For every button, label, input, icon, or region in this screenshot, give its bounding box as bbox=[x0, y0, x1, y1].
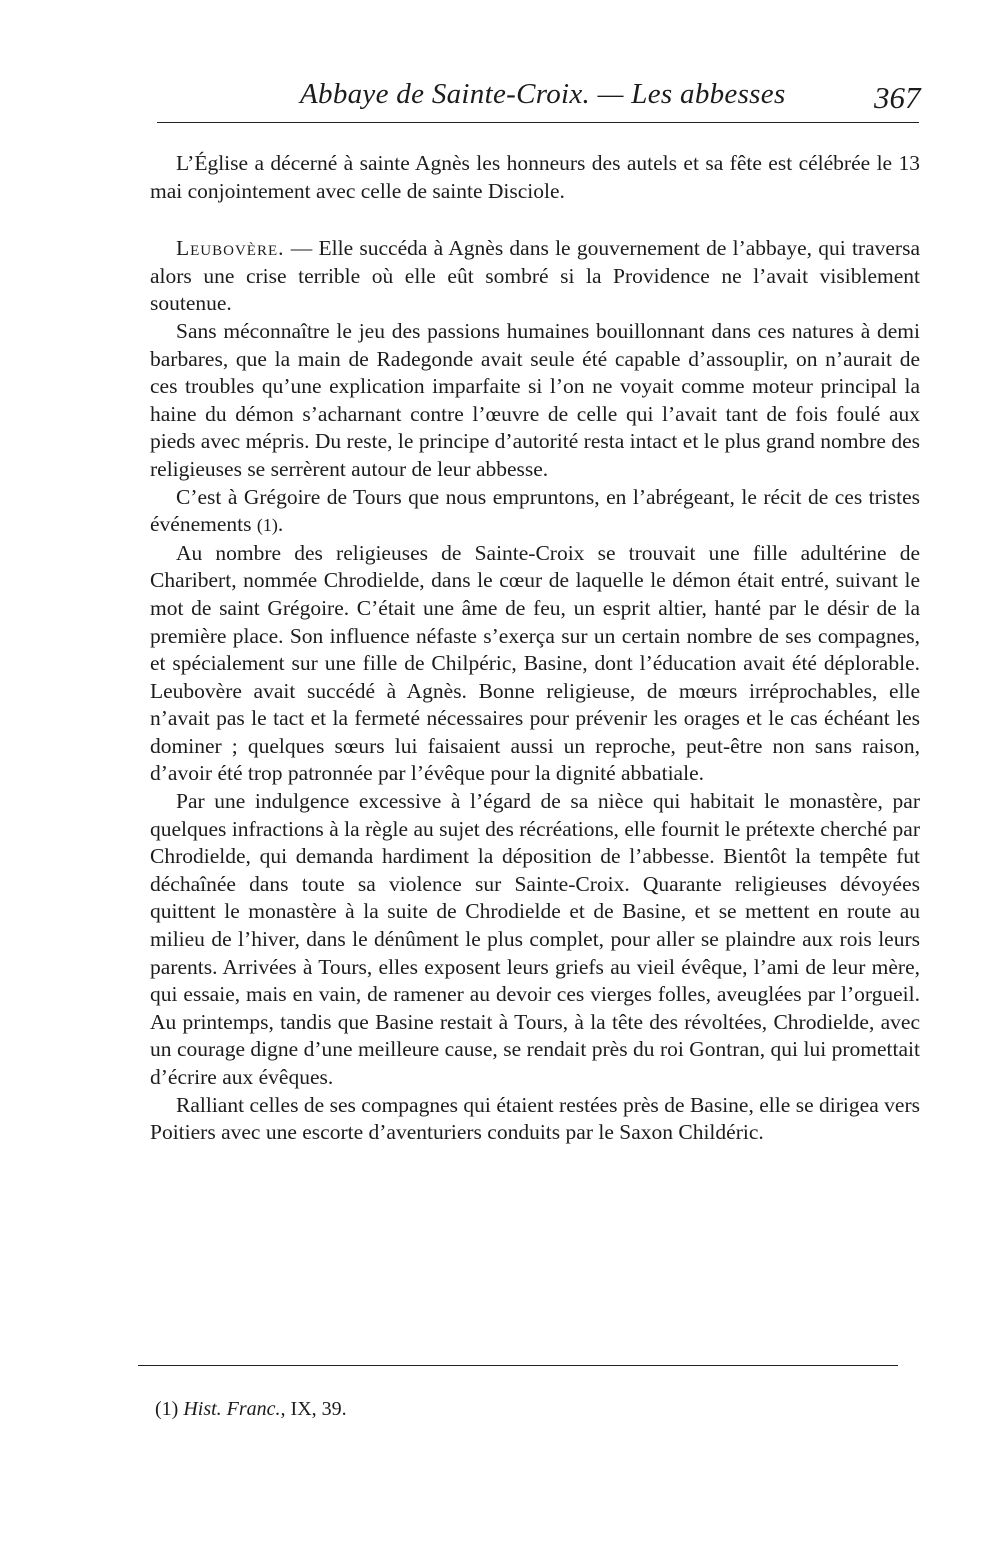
page-number: 367 bbox=[874, 80, 921, 115]
paragraph-1: L’Église a décerné à sainte Agnès les honneurs des autels et sa fête est célébrée le 13 mai conjointement avec celle de sainte Disciole. bbox=[150, 151, 920, 203]
paragraph-3: Sans méconnaître le jeu des passions humaines bouillonnant dans ces natures à demi barbares, que la main de Radegonde avait seule été capable d’assouplir, on n’aurait de ces troubles qu’une explication imparfaite si l’on ne voyait comme moteur principal la haine du démon s’acharnant contre l’œuvre de celle qui l’avait tant de fois foulé aux pieds avec mépris. Du reste, le principe d’autorité resta intact et le plus grand nombre des religieuses se serrèrent autour de leur abbesse. bbox=[150, 318, 920, 481]
paragraph-5: Au nombre des religieuses de Sainte-Croix se trouvait une fille adultérine de Charibert, nommée Chrodielde, dans le cœur de laquelle le démon était entré, suivant le mot de saint Grégoire. C’était une âme de feu, un esprit altier, hanté par le désir de la première place. Son influence néfaste s’exerça sur un certain nombre de ses compagnes, et spécialement sur une fille de Chilpéric, Basine, dont l’éducation avait été déplorable. Leubovère avait succédé à Agnès. Bonne religieuse, de mœurs irréprochables, elle n’avait pas le tact et la fermeté nécessaires pour prévenir les orages et le cas échéant les dominer ; quelques sœurs lui faisaient aussi un reproche, peut-être non sans raison, d’avoir été trop patronnée par l’évêque pour la dignité abbatiale. bbox=[150, 540, 920, 786]
footnote-marker: (1) bbox=[155, 1398, 179, 1420]
paragraph-4-end: . bbox=[277, 512, 284, 537]
paragraph-6: Par une indulgence excessive à l’égard de sa nièce qui habitait le monastère, par quelques infractions à la règle au sujet des récréations, elle fournit le prétexte cherché par Chrodielde, qui demanda hardiment la déposition de l’abbesse. Bientôt la tempête fut déchaînée dans toute sa violence sur Sainte-Croix. Quarante religieuses dévoyées quittent le monastère à la suite de Chrodielde et de Basine, et se mettent en route au milieu de l’hiver, dans le dénûment le plus complet, pour aller se plaindre aux rois leurs parents. Arrivées à Tours, elles exposent leurs griefs au vieil évêque, l’ami de leur mère, qui essaie, mais en vain, de ramener au devoir ces vierges folles, aveuglées par l’orgueil. Au printemps, tandis que Basine restait à Tours, à la tête des révoltées, Chrodielde, avec un courage digne d’une meilleure cause, se rendait près du roi Gontran, qui lui promettait d’écrire aux évêques. bbox=[150, 789, 920, 1089]
footnote-rule bbox=[138, 1365, 898, 1366]
paragraph-4 bbox=[150, 484, 920, 540]
header-rule bbox=[157, 122, 919, 123]
footnote bbox=[155, 1398, 347, 1421]
paragraph-7: Ralliant celles de ses compagnes qui étaient restées près de Basine, elle se dirigea vers Poitiers avec une escorte d’aventuriers conduits par le Saxon Childéric. bbox=[150, 1092, 920, 1145]
main-text bbox=[150, 150, 920, 1147]
running-title: Abbaye de Sainte-Croix. — Les abbesses bbox=[300, 78, 786, 110]
paragraph-4-text: C’est à Grégoire de Tours que nous empruntons, en l’abrégeant, le récit de ces tristes événements bbox=[150, 484, 920, 537]
paragraph-2 bbox=[150, 235, 920, 318]
paragraph-2-text: — Elle succéda à Agnès dans le gouvernement de l’abbaye, qui traversa alors une crise terrible où elle eût sombré si la Providence ne l’avait visiblement soutenue. bbox=[150, 236, 920, 316]
section-name: Leubovère. bbox=[176, 236, 285, 261]
footnote-ref: IX, 39. bbox=[290, 1398, 347, 1420]
footnote-source: Hist. Franc., bbox=[183, 1398, 286, 1420]
footnote-reference: (1) bbox=[256, 515, 278, 536]
